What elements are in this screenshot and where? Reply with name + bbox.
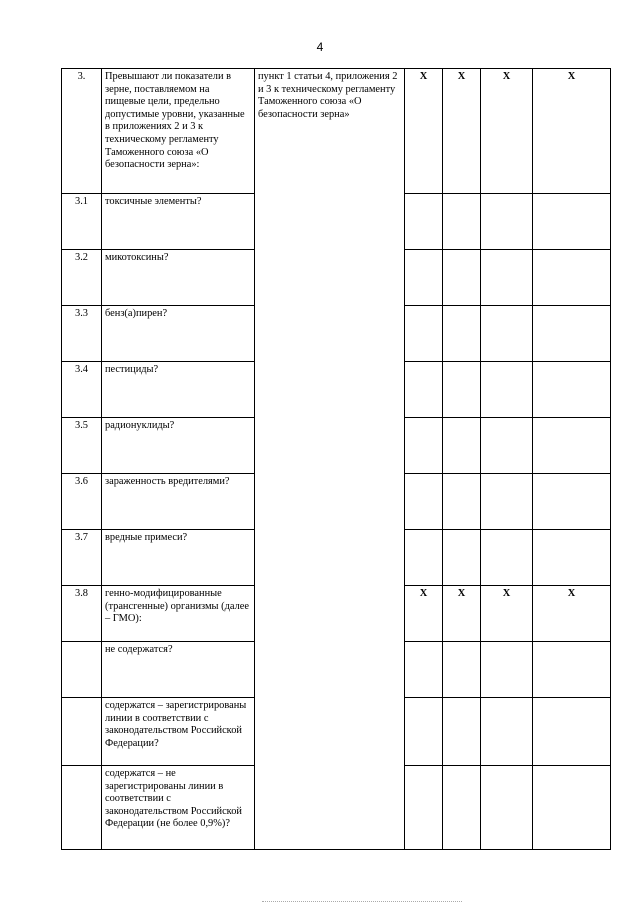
row-question: зараженность вредителями? [102,474,255,530]
answer-cell-2: X [443,69,481,194]
answer-cell-1 [405,474,443,530]
bottom-rule [262,901,462,902]
answer-cell-3 [481,418,533,474]
row-question: содержатся – не зарегистрированы линии в соответствии с законодательством Российской Федерации (не более 0,9%)? [102,766,255,850]
row-question: генно-модифицированные (трансгенные) организмы (далее – ГМО): [102,586,255,642]
answer-cell-4 [533,250,611,306]
answer-cell-4 [533,194,611,250]
row-question: микотоксины? [102,250,255,306]
answer-cell-3 [481,362,533,418]
answer-cell-4 [533,642,611,698]
answer-cell-1 [405,530,443,586]
answer-cell-4: X [533,69,611,194]
row-number: 3.2 [62,250,102,306]
answer-cell-1 [405,642,443,698]
answer-cell-4: X [533,586,611,642]
answer-cell-3 [481,194,533,250]
row-number [62,698,102,766]
answer-cell-2 [443,306,481,362]
answer-cell-2 [443,698,481,766]
answer-cell-2 [443,474,481,530]
answer-cell-1: X [405,586,443,642]
row-question: радионуклиды? [102,418,255,474]
row-number: 3.5 [62,418,102,474]
answer-cell-4 [533,418,611,474]
answer-cell-3 [481,642,533,698]
answer-cell-2 [443,418,481,474]
answer-cell-3 [481,766,533,850]
answer-cell-1 [405,362,443,418]
row-number: 3. [62,69,102,194]
answer-cell-3 [481,474,533,530]
row-number: 3.1 [62,194,102,250]
answer-cell-1 [405,194,443,250]
answer-cell-1 [405,698,443,766]
answer-cell-4 [533,306,611,362]
answer-cell-3 [481,530,533,586]
row-question: вредные примеси? [102,530,255,586]
answer-cell-4 [533,362,611,418]
answer-cell-1 [405,418,443,474]
answer-cell-2 [443,530,481,586]
answer-cell-2 [443,194,481,250]
row-number: 3.7 [62,530,102,586]
answer-cell-1 [405,250,443,306]
row-question: содержатся – зарегистрированы линии в соответствии с законодательством Российской Федерации? [102,698,255,766]
answer-cell-3 [481,306,533,362]
answer-cell-4 [533,698,611,766]
answer-cell-2 [443,362,481,418]
answer-cell-2 [443,250,481,306]
answer-cell-1 [405,306,443,362]
answer-cell-1: X [405,69,443,194]
answer-cell-3 [481,698,533,766]
answer-cell-3 [481,250,533,306]
answer-cell-3: X [481,586,533,642]
row-number: 3.4 [62,362,102,418]
row-question: бенз(а)пирен? [102,306,255,362]
answer-cell-2 [443,642,481,698]
answer-cell-2 [443,766,481,850]
row-number [62,766,102,850]
row-number [62,642,102,698]
page-number: 4 [316,40,324,54]
row-number: 3.3 [62,306,102,362]
row-number: 3.6 [62,474,102,530]
table-row [62,69,611,194]
row-question: пестициды? [102,362,255,418]
answer-cell-2: X [443,586,481,642]
answer-cell-3: X [481,69,533,194]
row-question: Превышают ли показатели в зерне, поставляемом на пищевые цели, предельно допустимые уровни, указанные в приложениях 2 и 3 к техническому регламенту Таможенного союза «О безопасности зерна»: [102,69,255,194]
answer-cell-1 [405,766,443,850]
row-question: токсичные элементы? [102,194,255,250]
checklist-table [61,68,611,850]
answer-cell-4 [533,530,611,586]
requirement-reference: пункт 1 статьи 4, приложения 2 и 3 к техническому регламенту Таможенного союза «О безопасности зерна» [255,69,405,850]
row-number: 3.8 [62,586,102,642]
answer-cell-4 [533,766,611,850]
answer-cell-4 [533,474,611,530]
row-question: не содержатся? [102,642,255,698]
